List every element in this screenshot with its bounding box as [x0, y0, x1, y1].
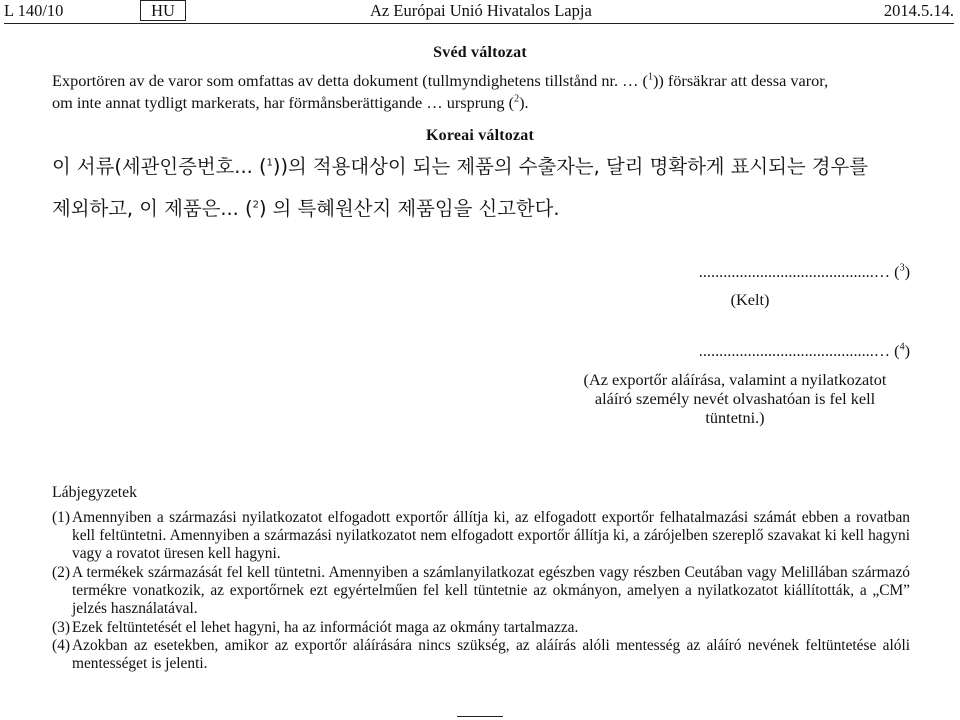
footnotes-title: Lábjegyzetek — [52, 484, 138, 501]
language-code-box: HU — [140, 0, 186, 21]
signature-dotted-line: ...........................................… ($^4$) — [698, 341, 910, 360]
journal-title: Az Európai Unió Hivatalos Lapja — [370, 1, 592, 20]
place-date-dotted-line: ...........................................… ($^3$) — [698, 262, 910, 281]
korean-line-1: 이 서류(세관인증번호... ($^1$))의 적용대상이 되는 제품의 수출자는, 달리 명확하게 표시되는 경우를 — [52, 155, 868, 178]
korean-heading: Koreai változat — [425, 127, 534, 144]
footnote-item: (2) A termékek származását fel kell tüntetni. Amennyiben a számlanyilatkozat egészben vagy részben Ceutában vagy Melillában származó termékre vonatkozik, az exportőrnek ezt egyértelműen fel kell tüntetnie az okmányon, amelyen a nyilatkozatot kiállították, a „CM” jelzés használatával. — [52, 564, 910, 617]
swedish-line-2: om inte annat tydligt markerats, har förmånsberättigande … ursprung ($^2$). — [52, 93, 529, 112]
place-date-label: (Kelt) — [730, 290, 770, 309]
end-rule — [457, 716, 503, 717]
page-number: L 140/10 — [4, 1, 64, 20]
swedish-line-1: Exportören av de varor som omfattas av detta dokument (tullmyndighetens tillstånd nr. … ($^1$)) försäkrar att dessa varor, — [52, 71, 829, 90]
swedish-heading: Svéd változat — [433, 44, 527, 61]
footnote-item: (4) Azokban az esetekben, amikor az exportőr aláírására nincs szükség, az aláírás alóli mentesség az aláíró nevének feltüntetése alóli mentességet is jelenti. — [52, 637, 910, 672]
korean-line-2: 제외하고, 이 제품은... ($^2$) 의 특혜원산지 제품임을 신고한다. — [52, 197, 560, 220]
page-header — [4, 0, 954, 24]
signature-caption: (Az exportőr aláírása, valamint a nyilatkozatot aláíró személy nevét olvashatóan is fel kell tüntetni.) — [583, 370, 887, 427]
publication-date: 2014.5.14. — [883, 1, 954, 20]
footnote-item: (1) Amennyiben a származási nyilatkozatot elfogadott exportőr állítja ki, az elfogadott exportőr felhatalmazási számát ebben a rovatban kell feltüntetni. Amennyiben a származási nyilatkozatot nem elfogadott exportőr állítja ki, a zárójelben szereplő szavakat ki kell hagyni vagy a rovatot üresen kell hagyni. — [52, 509, 910, 562]
swedish-text — [52, 70, 912, 114]
korean-text — [52, 146, 932, 230]
footnote-item: (3) Ezek feltüntetését el lehet hagyni, ha az információt maga az okmány tartalmazza. — [52, 619, 579, 636]
